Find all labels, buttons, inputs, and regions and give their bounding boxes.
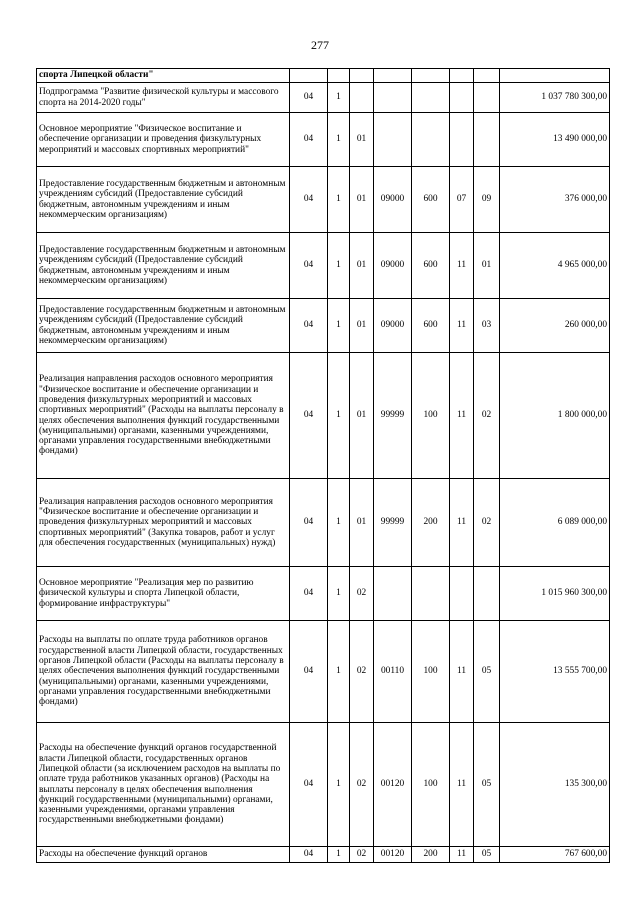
- row-name: Расходы на выплаты по оплате труда работников органов государственной власти Липецкой области, государственных органов Липецкой области (Расходы на выплаты персоналу в целях обеспечения выполнения функций государственными (муниципальными) органами, казенными учреждениями, органами управления государственными внебюджетными фондами): [37, 621, 290, 723]
- code-cell: 04: [290, 113, 328, 167]
- code-cell: 09000: [374, 233, 412, 299]
- code-cell: 04: [290, 233, 328, 299]
- code-cell: 05: [474, 723, 500, 847]
- page-number: 277: [311, 38, 329, 52]
- amount-cell: 376 000,00: [500, 167, 610, 233]
- code-cell: 99999: [374, 353, 412, 479]
- code-cell: 04: [290, 847, 328, 863]
- table-row: [37, 69, 610, 83]
- code-cell: [290, 69, 328, 83]
- code-cell: 01: [350, 479, 374, 567]
- amount-cell: 1 800 000,00: [500, 353, 610, 479]
- code-cell: 03: [474, 299, 500, 353]
- code-cell: 600: [412, 299, 450, 353]
- code-cell: 01: [350, 167, 374, 233]
- row-name: спорта Липецкой области": [37, 69, 290, 83]
- code-cell: 1: [328, 479, 350, 567]
- code-cell: 11: [450, 479, 474, 567]
- amount-cell: 135 300,00: [500, 723, 610, 847]
- code-cell: [412, 83, 450, 113]
- code-cell: [412, 69, 450, 83]
- code-cell: [474, 83, 500, 113]
- code-cell: [474, 69, 500, 83]
- code-cell: 1: [328, 83, 350, 113]
- code-cell: [412, 113, 450, 167]
- code-cell: 09000: [374, 167, 412, 233]
- amount-cell: 13 490 000,00: [500, 113, 610, 167]
- code-cell: [474, 113, 500, 167]
- code-cell: 00110: [374, 621, 412, 723]
- code-cell: 1: [328, 353, 350, 479]
- code-cell: 01: [350, 299, 374, 353]
- code-cell: 1: [328, 621, 350, 723]
- code-cell: 1: [328, 847, 350, 863]
- code-cell: 00120: [374, 723, 412, 847]
- code-cell: 200: [412, 847, 450, 863]
- code-cell: 07: [450, 167, 474, 233]
- code-cell: 04: [290, 83, 328, 113]
- code-cell: [374, 567, 412, 621]
- code-cell: 04: [290, 353, 328, 479]
- amount-cell: [500, 69, 610, 83]
- code-cell: 100: [412, 723, 450, 847]
- code-cell: 05: [474, 847, 500, 863]
- code-cell: 04: [290, 723, 328, 847]
- code-cell: 1: [328, 567, 350, 621]
- amount-cell: 767 600,00: [500, 847, 610, 863]
- table-row: [37, 353, 610, 479]
- code-cell: 04: [290, 567, 328, 621]
- table-row: [37, 567, 610, 621]
- code-cell: 01: [474, 233, 500, 299]
- code-cell: 02: [350, 723, 374, 847]
- code-cell: 02: [474, 479, 500, 567]
- code-cell: [374, 113, 412, 167]
- code-cell: 09000: [374, 299, 412, 353]
- budget-table: [36, 68, 610, 863]
- row-name: Расходы на обеспечение функций органов государственной власти Липецкой области, государственных органов Липецкой области (за исключением расходов на выплаты по оплате труда работников указанных органов) (Расходы на выплаты персоналу в целях обеспечения выполнения функций государственными (муниципальными) органами, казенными учреждениями, органами управления государственными внебюджетными фондами): [37, 723, 290, 847]
- code-cell: [374, 69, 412, 83]
- row-name: Подпрограмма "Развитие физической культуры и массового спорта на 2014-2020 годы": [37, 83, 290, 113]
- table-row: [37, 233, 610, 299]
- code-cell: [328, 69, 350, 83]
- amount-cell: 260 000,00: [500, 299, 610, 353]
- row-name: Основное мероприятие "Физическое воспитание и обеспечение организации и проведения физкультурных мероприятий и массовых спортивных мероприятий": [37, 113, 290, 167]
- amount-cell: 1 015 960 300,00: [500, 567, 610, 621]
- code-cell: 1: [328, 167, 350, 233]
- code-cell: 11: [450, 723, 474, 847]
- code-cell: [450, 83, 474, 113]
- code-cell: 00120: [374, 847, 412, 863]
- code-cell: 200: [412, 479, 450, 567]
- code-cell: 09: [474, 167, 500, 233]
- code-cell: [474, 567, 500, 621]
- code-cell: [350, 83, 374, 113]
- code-cell: 1: [328, 723, 350, 847]
- code-cell: 02: [350, 567, 374, 621]
- code-cell: [412, 567, 450, 621]
- code-cell: 1: [328, 299, 350, 353]
- code-cell: 99999: [374, 479, 412, 567]
- code-cell: 100: [412, 353, 450, 479]
- code-cell: 1: [328, 113, 350, 167]
- table-row: [37, 83, 610, 113]
- code-cell: 02: [350, 847, 374, 863]
- code-cell: 600: [412, 167, 450, 233]
- table-row: [37, 723, 610, 847]
- row-name: Предоставление государственным бюджетным и автономным учреждениям субсидий (Предоставление субсидий бюджетным, автономным учреждениям и иным некоммерческим организациям): [37, 233, 290, 299]
- code-cell: 04: [290, 167, 328, 233]
- code-cell: 04: [290, 299, 328, 353]
- table-row: [37, 479, 610, 567]
- code-cell: 600: [412, 233, 450, 299]
- row-name: Предоставление государственным бюджетным и автономным учреждениям субсидий (Предоставление субсидий бюджетным, автономным учреждениям и иным некоммерческим организациям): [37, 299, 290, 353]
- code-cell: [450, 113, 474, 167]
- code-cell: 11: [450, 621, 474, 723]
- code-cell: [350, 69, 374, 83]
- code-cell: [450, 69, 474, 83]
- code-cell: 11: [450, 299, 474, 353]
- code-cell: 11: [450, 847, 474, 863]
- amount-cell: 13 555 700,00: [500, 621, 610, 723]
- code-cell: 02: [474, 353, 500, 479]
- code-cell: 1: [328, 233, 350, 299]
- table-row: [37, 113, 610, 167]
- amount-cell: 4 965 000,00: [500, 233, 610, 299]
- code-cell: [374, 83, 412, 113]
- table-row: [37, 847, 610, 863]
- row-name: Реализация направления расходов основного мероприятия "Физическое воспитание и обеспечение организации и проведения физкультурных мероприятий и массовых спортивных мероприятий" (Расходы на выплаты персоналу в целях обеспечения выполнения функций государственными (муниципальными) органами, казенными учреждениями, органами управления государственными внебюджетными фондами): [37, 353, 290, 479]
- row-name: Расходы на обеспечение функций органов: [37, 847, 290, 863]
- row-name: Реализация направления расходов основного мероприятия "Физическое воспитание и обеспечение организации и проведения физкультурных мероприятий и массовых спортивных мероприятий" (Закупка товаров, работ и услуг для обеспечения государственных (муниципальных) нужд): [37, 479, 290, 567]
- code-cell: 02: [350, 621, 374, 723]
- amount-cell: 6 089 000,00: [500, 479, 610, 567]
- table-row: [37, 167, 610, 233]
- code-cell: 11: [450, 353, 474, 479]
- code-cell: 01: [350, 233, 374, 299]
- amount-cell: 1 037 780 300,00: [500, 83, 610, 113]
- code-cell: [450, 567, 474, 621]
- table-row: [37, 299, 610, 353]
- row-name: Основное мероприятие "Реализация мер по развитию физической культуры и спорта Липецкой области, формирование инфраструктуры": [37, 567, 290, 621]
- row-name: Предоставление государственным бюджетным и автономным учреждениям субсидий (Предоставление субсидий бюджетным, автономным учреждениям и иным некоммерческим организациям): [37, 167, 290, 233]
- code-cell: 04: [290, 479, 328, 567]
- code-cell: 05: [474, 621, 500, 723]
- code-cell: 04: [290, 621, 328, 723]
- code-cell: 01: [350, 113, 374, 167]
- code-cell: 11: [450, 233, 474, 299]
- table-row: [37, 621, 610, 723]
- code-cell: 01: [350, 353, 374, 479]
- code-cell: 100: [412, 621, 450, 723]
